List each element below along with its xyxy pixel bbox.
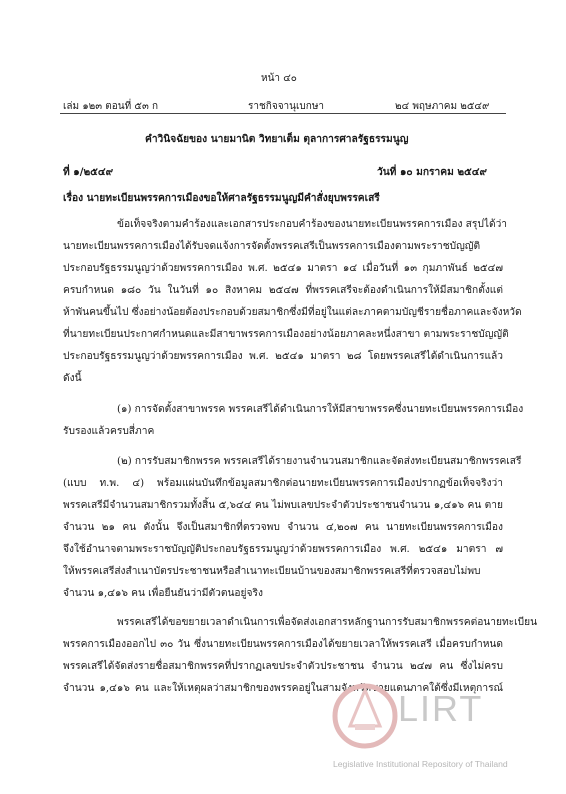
body-line-14: จำนวน ๒๑ คน ดังนั้น จึงเป็นสมาชิกที่ตรวจพบ จำนวน ๔,๒๐๗ คน นายทะเบียนพรรคการเมือง	[63, 522, 503, 533]
body-line-19: พรรคการเมืองออกไป ๓๐ วัน ซึ่งนายทะเบียนพรรคการเมืองได้ขยายเวลาให้พรรคเสรี เมื่อครบกำหนด	[63, 639, 503, 650]
gazette-name: ราชกิจจานุเบกษา	[248, 101, 325, 112]
body-line-10: รับรองแล้วครบสี่ภาค	[63, 426, 155, 437]
body-line-18: พรรคเสรีได้ขอขยายเวลาดำเนินการเพื่อจัดส่งเอกสารหลักฐานการรับสมาชิกพรรคต่อนายทะเบียน	[117, 617, 538, 628]
volume-issue: เล่ม ๑๒๓ ตอนที่ ๕๓ ก	[63, 101, 159, 112]
body-line-9: (๑) การจัดตั้งสาขาพรรค พรรคเสรีได้ดำเนินการให้มีสาขาพรรคซึ่งนายทะเบียนพรรคการเมือง	[117, 404, 524, 415]
body-line-17: จำนวน ๑,๔๑๖ คน เพื่อยืนยันว่ามีตัวตนอยู่จริง	[63, 588, 263, 599]
body-line-16: ให้พรรคเสรีส่งสำเนาบัตรประชาชนหรือสำเนาทะเบียนบ้านของสมาชิกพรรคเสรีที่ตรวจสอบไม่พบ	[63, 566, 481, 577]
body-line-2: นายทะเบียนพรรคการเมืองได้รับจดแจ้งการจัดตั้งพรรคเสรีเป็นพรรคการเมืองตามพระราชบัญญัติ	[63, 241, 481, 252]
watermark-brand: LIRT	[398, 688, 484, 729]
body-line-11: (๒) การรับสมาชิกพรรค พรรคเสรีได้รายงานจำนวนสมาชิกและจัดส่งทะเบียนสมาชิกพรรคเสรี	[117, 456, 522, 467]
body-line-5: ห้าพันคนขึ้นไป ซึ่งอย่างน้อยต้องประกอบด้วยสมาชิกซึ่งมีที่อยู่ในแต่ละภาคตามบัญชีรายชื่อภาคและจังหวัด	[63, 307, 522, 318]
body-line-13: พรรคเสรีมีจำนวนสมาชิกรวมทั้งสิ้น ๕,๖๔๔ คน ไม่พบเลขประจำตัวประชาชนจำนวน ๑,๔๑๖ คน ตาย	[63, 500, 503, 511]
body-line-21: จำนวน ๑,๔๑๖ คน และให้เหตุผลว่าสมาชิกของพรรคอยู่ในสามจังหวัดชายแดนภาคใต้ซึ่งมีเหตุการณ์	[63, 683, 503, 694]
body-line-6: ที่นายทะเบียนประกาศกำหนดและมีสาขาพรรคการเมืองอย่างน้อยภาคละหนึ่งสาขา ตามพระราชบัญญัติ	[63, 329, 509, 340]
header-rule	[60, 113, 506, 114]
body-line-7: ประกอบรัฐธรรมนูญว่าด้วยพรรคการเมือง พ.ศ. ๒๕๔๑ มาตรา ๒๘ โดยพรรคเสรีได้ดำเนินการแล้ว	[63, 351, 503, 362]
subject-line: เรื่อง นายทะเบียนพรรคการเมืองขอให้ศาลรัฐธรรมนูญมีคำสั่งยุบพรรคเสรี	[63, 192, 380, 204]
body-line-20: พรรคเสรีได้จัดส่งรายชื่อสมาชิกพรรคที่ปรากฏเลขประจำตัวประชาชน จำนวน ๒๔๗ คน ซึ่งไม่ครบ	[63, 661, 503, 672]
case-number: ที่ ๑/๒๕๔๙	[63, 166, 114, 178]
body-line-3: ประกอบรัฐธรรมนูญว่าด้วยพรรคการเมือง พ.ศ. ๒๕๔๑ มาตรา ๑๔ เมื่อวันที่ ๑๓ กุมภาพันธ์ ๒๕๔๗	[63, 263, 503, 274]
page-number: หน้า ๔๐	[261, 73, 297, 84]
body-line-1: ข้อเท็จจริงตามคำร้องและเอกสารประกอบคำร้องของนายทะเบียนพรรคการเมือง สรุปได้ว่า	[117, 219, 508, 230]
body-line-15: จึงใช้อำนาจตามพระราชบัญญัติประกอบรัฐธรรมนูญว่าด้วยพรรคการเมือง พ.ศ. ๒๕๔๑ มาตรา ๗	[63, 544, 503, 555]
watermark-subtitle: Legislative Institutional Repository of Thailand	[333, 759, 508, 769]
body-line-12: (แบบ ท.พ. ๔) พร้อมแผ่นบันทึกข้อมูลสมาชิกต่อนายทะเบียนพรรคการเมืองปรากฏข้อเท็จจริงว่า	[63, 478, 503, 489]
case-date: วันที่ ๑๐ มกราคม ๒๕๔๙	[377, 166, 487, 178]
body-line-8: ดังนี้	[63, 373, 82, 384]
opinion-title: คำวินิจฉัยของ นายมานิต วิทยาเต็ม ตุลาการศาลรัฐธรรมนูญ	[145, 133, 409, 145]
parliament-seal-icon	[330, 668, 400, 758]
gazette-date: ๒๔ พฤษภาคม ๒๕๔๙	[395, 101, 490, 112]
body-line-4: ครบกำหนด ๑๘๐ วัน ในวันที่ ๑๐ สิงหาคม ๒๕๔๗ ที่พรรคเสรีจะต้องดำเนินการให้มีสมาชิกตั้งแต่	[63, 285, 503, 296]
